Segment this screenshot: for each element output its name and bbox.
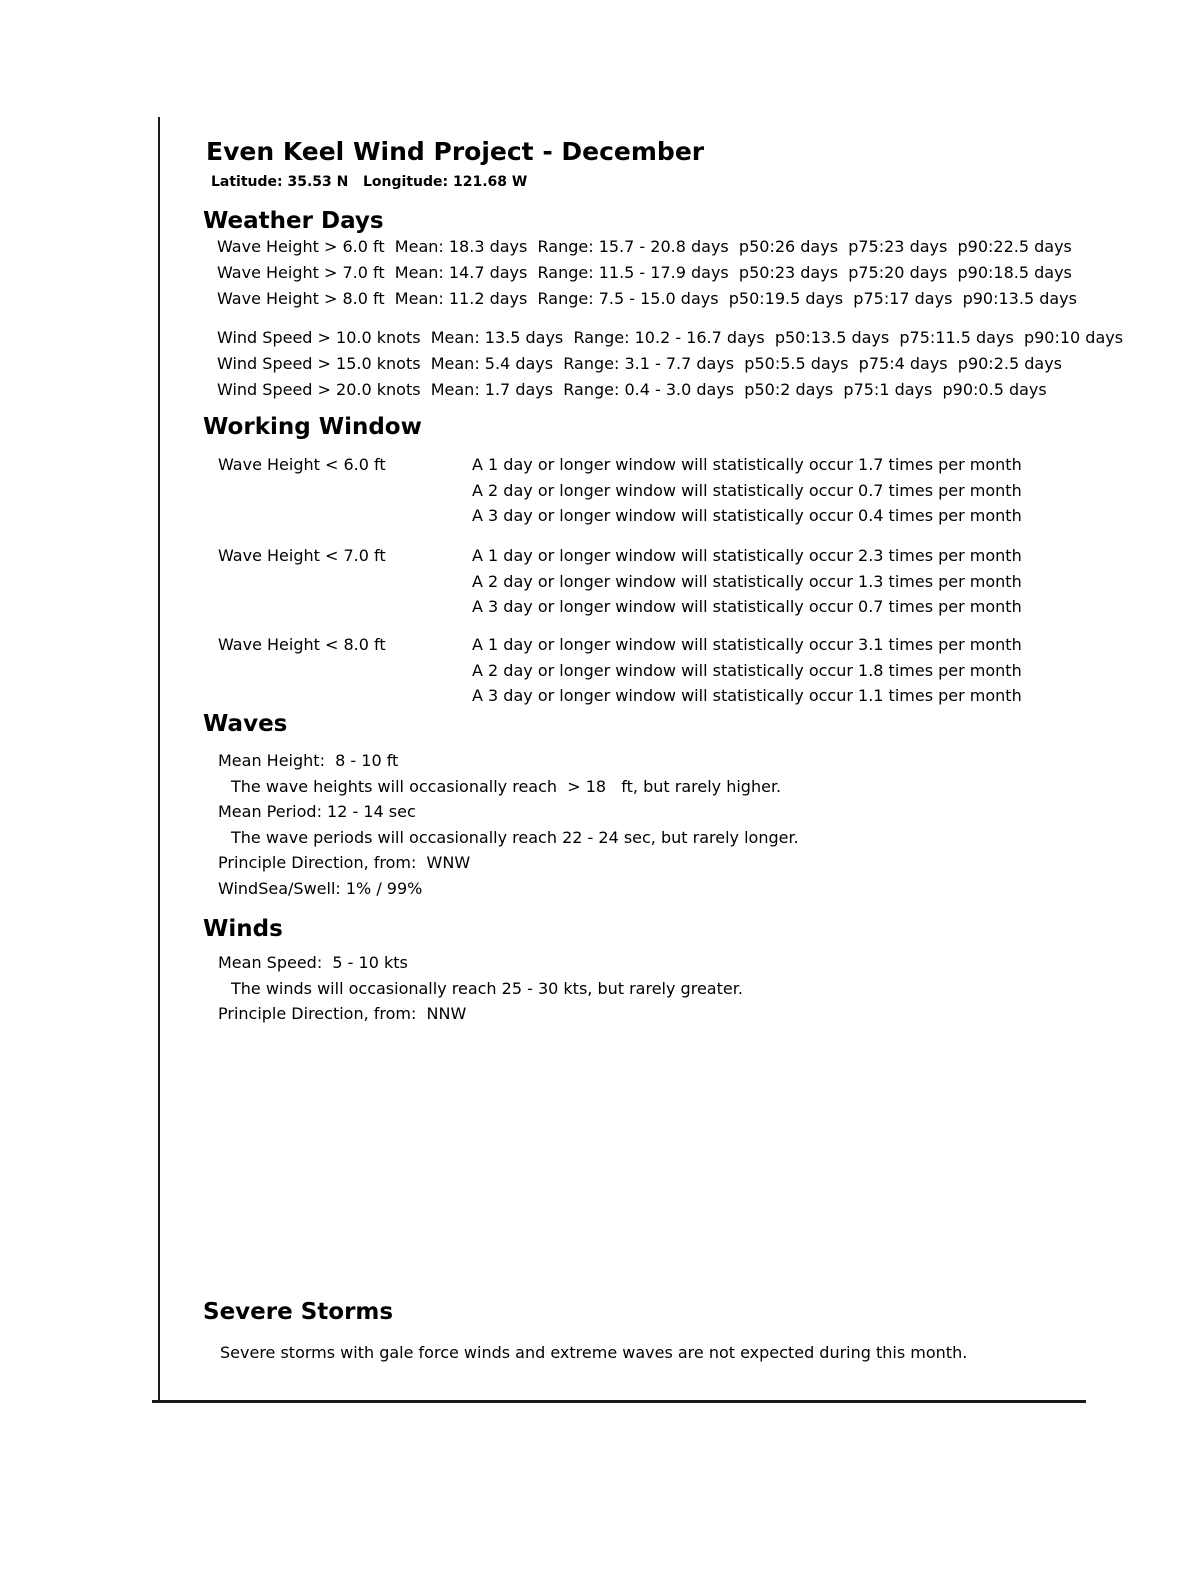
working-window-group-lines: [472, 543, 1022, 620]
working-window-line: A 3 day or longer window will statistically occur 1.1 times per month: [472, 686, 1022, 705]
working-window-line: A 2 day or longer window will statistically occur 1.8 times per month: [472, 660, 1022, 680]
severe-storms-text: Severe storms with gale force winds and extreme waves are not expected during this month.: [220, 1343, 968, 1362]
page-frame-left-line: [158, 117, 160, 1402]
waves-line: The wave heights will occasionally reach > 18 ft, but rarely higher.: [231, 776, 782, 796]
working-window-line: A 1 day or longer window will statistically occur 3.1 times per month: [472, 635, 1022, 654]
working-window-group: [218, 632, 1022, 705]
weather-wave-row: Wave Height > 8.0 ft Mean: 11.2 days Range: 7.5 - 15.0 days p50:19.5 days p75:17 days p90:13.5 days: [217, 289, 1077, 308]
winds-line: Mean Speed: 5 - 10 kts: [218, 953, 408, 972]
working-window-group-label: Wave Height < 6.0 ft: [218, 455, 386, 474]
weather-wind-row: Wind Speed > 10.0 knots Mean: 13.5 days Range: 10.2 - 16.7 days p50:13.5 days p75:11.5 days p90:10 days: [217, 328, 1124, 347]
working-window-line: A 1 day or longer window will statistically occur 1.7 times per month: [472, 455, 1022, 474]
section-heading-weather-days: Weather Days: [203, 208, 384, 234]
coordinates-label: Latitude: 35.53 N Longitude: 121.68 W: [211, 174, 528, 190]
working-window-line: A 3 day or longer window will statistically occur 0.4 times per month: [472, 506, 1022, 525]
waves-line: WindSea/Swell: 1% / 99%: [218, 878, 423, 898]
page-frame-bottom-line: [152, 1400, 1086, 1403]
page-title: Even Keel Wind Project - December: [206, 137, 705, 166]
working-window-group-lines: [472, 632, 1022, 709]
working-window-group-label: Wave Height < 7.0 ft: [218, 546, 386, 565]
waves-section-lines: [218, 748, 799, 902]
working-window-group: [218, 543, 1022, 616]
working-window-line: A 2 day or longer window will statistically occur 1.3 times per month: [472, 571, 1022, 591]
winds-line: Principle Direction, from: NNW: [218, 1004, 467, 1024]
working-window-line: A 1 day or longer window will statistically occur 2.3 times per month: [472, 546, 1022, 565]
weather-wind-row: Wind Speed > 15.0 knots Mean: 5.4 days Range: 3.1 - 7.7 days p50:5.5 days p75:4 days p90:2.5 days: [217, 354, 1062, 373]
weather-wave-row: Wave Height > 7.0 ft Mean: 14.7 days Range: 11.5 - 17.9 days p50:23 days p75:20 days p90:18.5 days: [217, 263, 1072, 282]
section-heading-severe-storms: Severe Storms: [203, 1299, 394, 1325]
weather-wave-row: Wave Height > 6.0 ft Mean: 18.3 days Range: 15.7 - 20.8 days p50:26 days p75:23 days p90:22.5 days: [217, 237, 1072, 256]
section-heading-working-window: Working Window: [203, 414, 422, 440]
winds-line: The winds will occasionally reach 25 - 30 kts, but rarely greater.: [231, 978, 743, 998]
waves-line: Mean Period: 12 - 14 sec: [218, 802, 416, 822]
working-window-line: A 2 day or longer window will statistically occur 0.7 times per month: [472, 480, 1022, 500]
waves-line: Mean Height: 8 - 10 ft: [218, 751, 399, 770]
weather-days-wind-rows: [217, 325, 1123, 403]
winds-section-lines: [218, 950, 743, 1027]
weather-days-wave-rows: [217, 234, 1077, 312]
working-window-group-label: Wave Height < 8.0 ft: [218, 635, 386, 654]
waves-line: Principle Direction, from: WNW: [218, 853, 471, 873]
working-window-group: [218, 452, 1022, 525]
section-heading-waves: Waves: [203, 711, 288, 737]
section-heading-winds: Winds: [203, 916, 283, 942]
working-window-line: A 3 day or longer window will statistically occur 0.7 times per month: [472, 597, 1022, 616]
waves-line: The wave periods will occasionally reach 22 - 24 sec, but rarely longer.: [231, 827, 799, 847]
weather-wind-row: Wind Speed > 20.0 knots Mean: 1.7 days Range: 0.4 - 3.0 days p50:2 days p75:1 days p90:0.5 days: [217, 380, 1047, 399]
working-window-group-lines: [472, 452, 1022, 529]
